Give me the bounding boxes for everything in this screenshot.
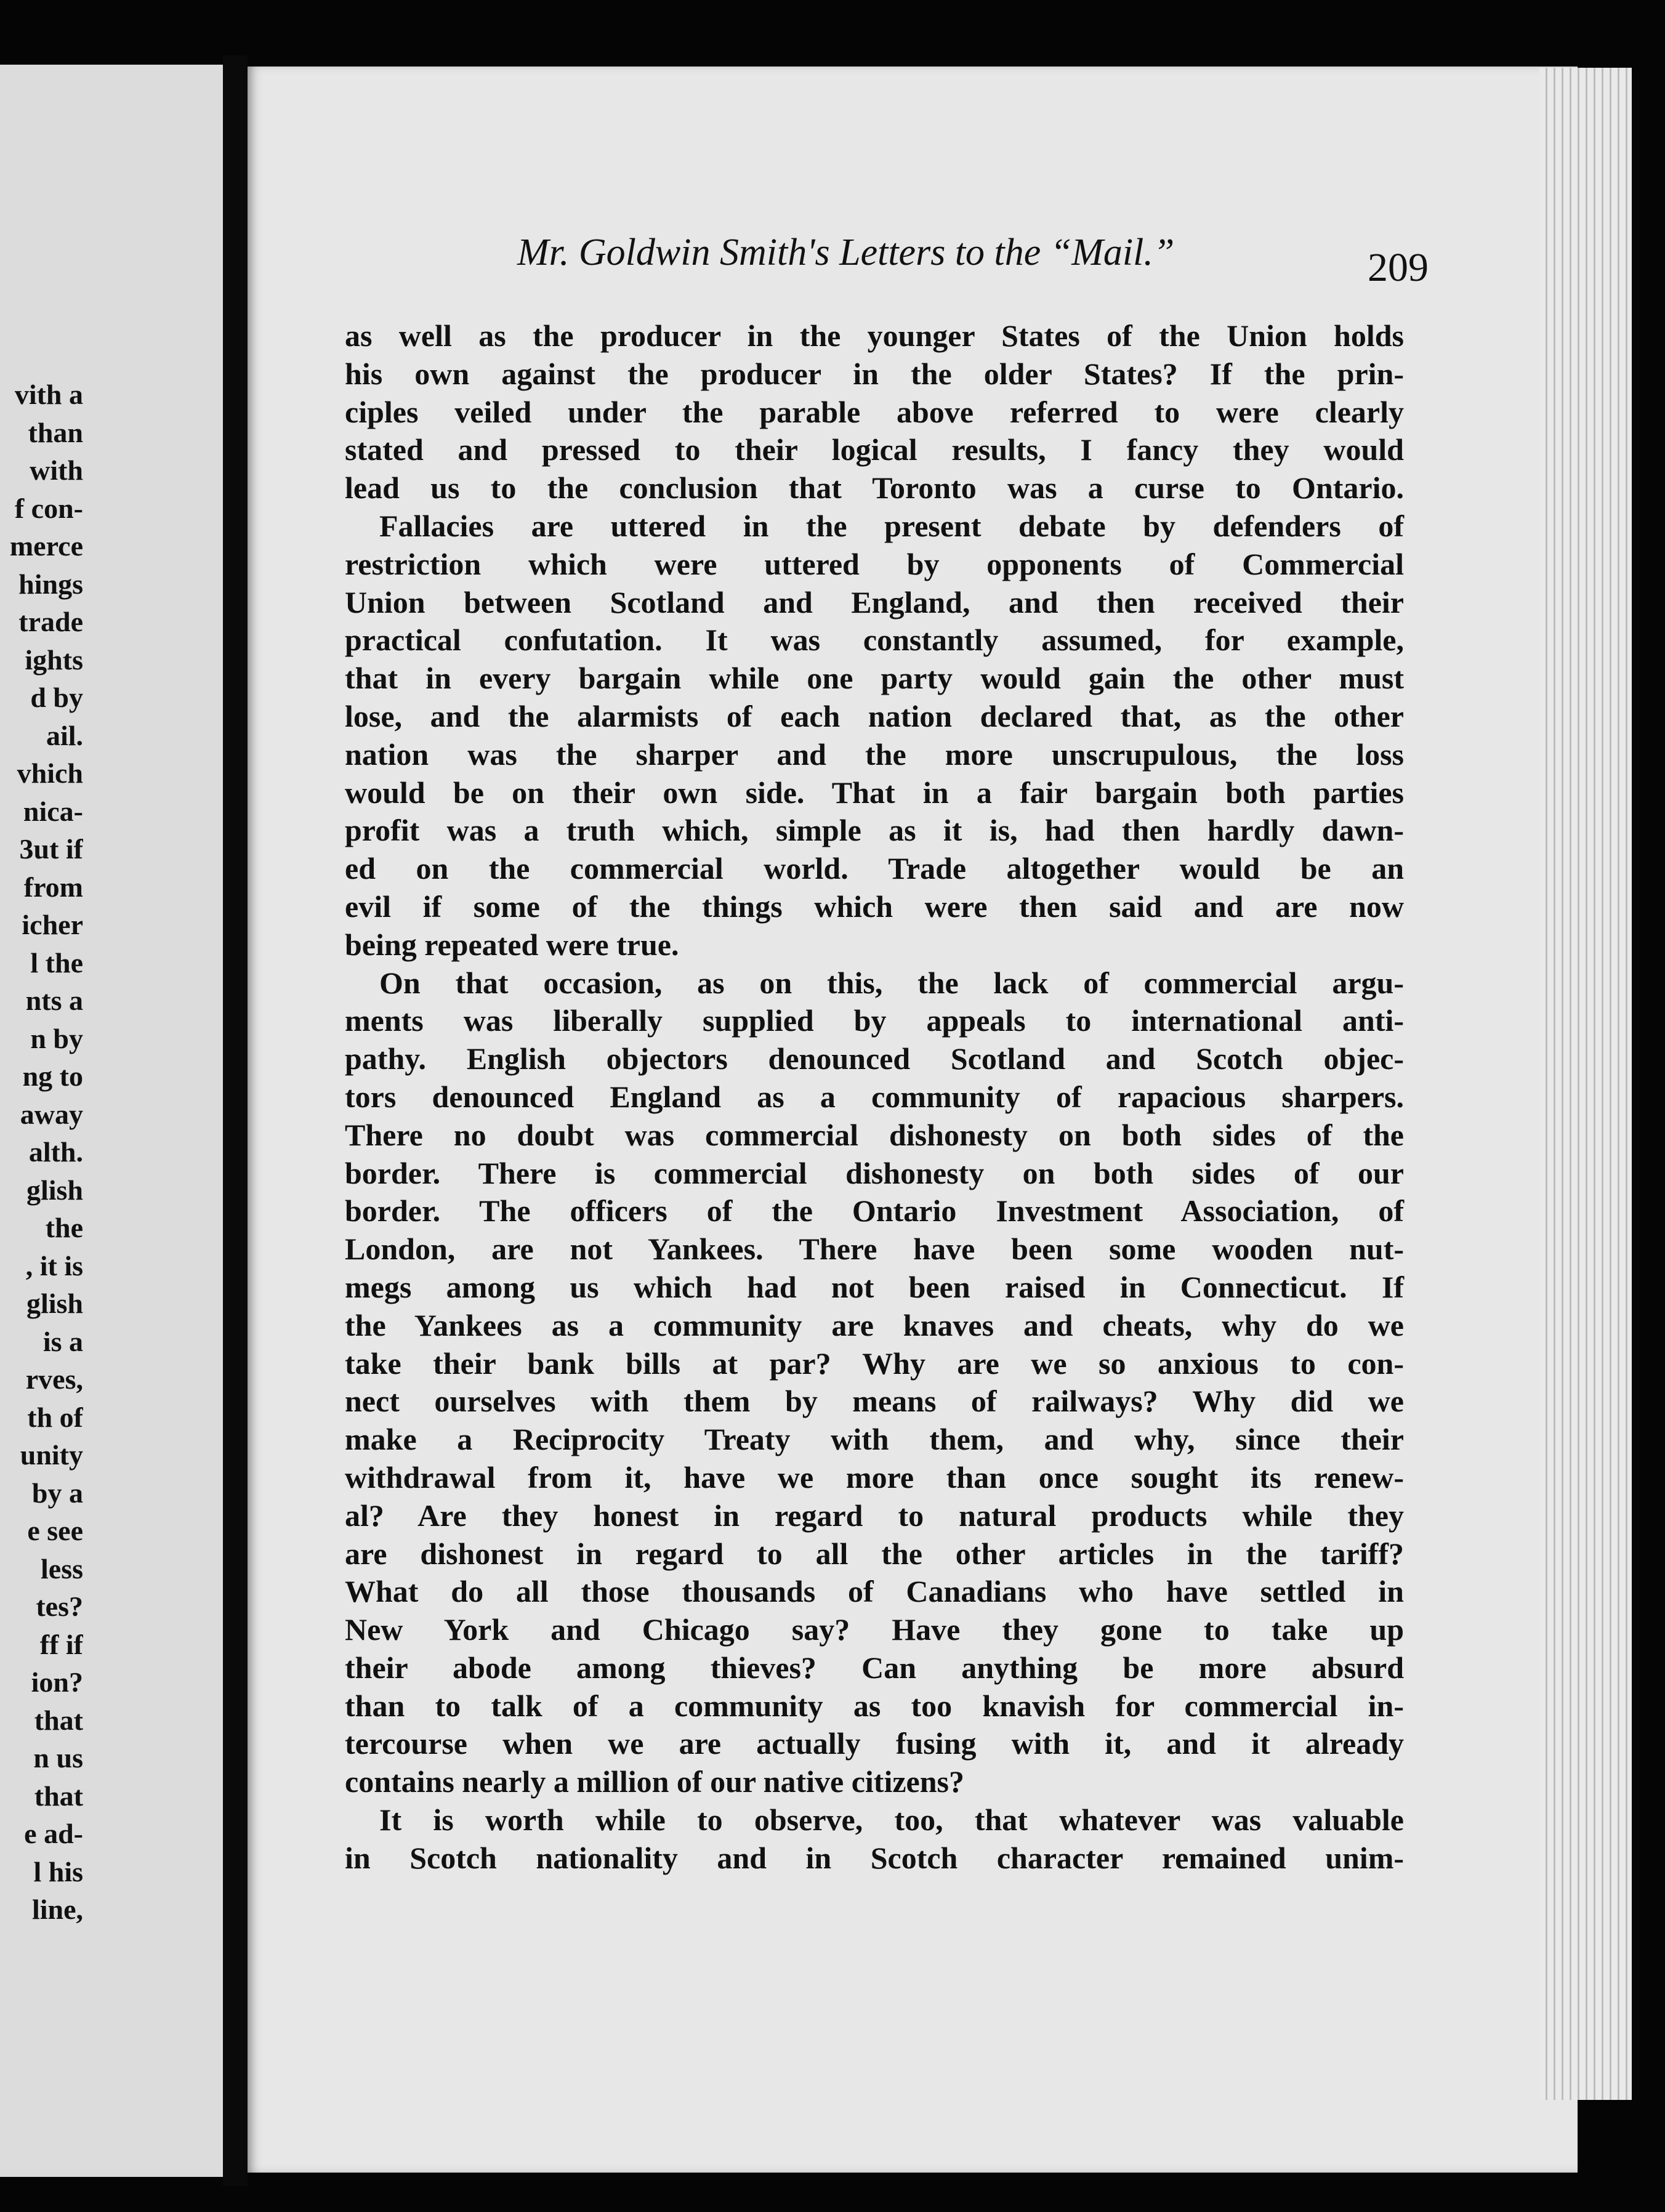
- facing-page-line: rves,: [25, 1363, 83, 1395]
- text-line: megs among us which had not been raised in Connecticut. If: [345, 1269, 1404, 1304]
- facing-page-line: the: [45, 1212, 83, 1243]
- facing-page-line: from: [23, 871, 83, 903]
- facing-page-line: nts a: [25, 985, 83, 1016]
- text-line: withdrawal from it, have we more than once sought its renew-: [345, 1459, 1404, 1495]
- facing-page-line: by a: [31, 1477, 83, 1509]
- facing-page-line: vith a: [14, 379, 83, 410]
- book-gutter: [223, 55, 248, 2186]
- facing-page-line: that: [34, 1704, 83, 1736]
- text-line: that in every bargain while one party would gain the other must: [345, 661, 1404, 696]
- text-line: It is worth while to observe, too, that whatever was valuable: [379, 1802, 1404, 1838]
- facing-page-line: glish: [26, 1174, 83, 1206]
- text-line: would be on their own side. That in a fair bargain both parties: [345, 775, 1404, 810]
- text-line: ed on the commercial world. Trade altogether would be an: [345, 851, 1404, 886]
- text-line: than to talk of a community as too knavish for commercial in-: [345, 1688, 1404, 1723]
- facing-page-line: ion?: [31, 1666, 83, 1698]
- text-line: evil if some of the things which were then said and are now: [345, 889, 1404, 924]
- text-line: contains nearly a million of our native citizens?: [345, 1764, 964, 1799]
- text-line: in Scotch nationality and in Scotch character remained unim-: [345, 1840, 1404, 1875]
- facing-page-line: f con-: [14, 492, 83, 524]
- text-line: ments was liberally supplied by appeals to international anti-: [345, 1003, 1404, 1038]
- text-line: Union between Scotland and England, and then received their: [345, 584, 1404, 620]
- page-number: 209: [1368, 245, 1429, 290]
- text-line: lose, and the alarmists of each nation declared that, as the other: [345, 698, 1404, 733]
- facing-page-line: ights: [25, 644, 83, 676]
- text-line: profit was a truth which, simple as it is, had then hardly dawn-: [345, 813, 1404, 848]
- facing-page-line: l the: [30, 947, 83, 979]
- text-line: border. The officers of the Ontario Investment Association, of: [345, 1193, 1404, 1229]
- facing-page-line: vhich: [17, 757, 83, 789]
- facing-page-line: icher: [22, 909, 83, 940]
- facing-page-text: [0, 376, 83, 1929]
- facing-page-line: l his: [33, 1855, 83, 1887]
- facing-page: [0, 65, 227, 2177]
- facing-page-line: ff if: [39, 1628, 83, 1660]
- text-line: nation was the sharper and the more unscrupulous, the loss: [345, 737, 1404, 772]
- facing-page-line: , it is: [25, 1249, 83, 1282]
- body-text: [345, 317, 1404, 1878]
- text-line: the Yankees as a community are knaves and cheats, why do we: [345, 1307, 1404, 1342]
- facing-page-line: 3ut if: [19, 833, 83, 865]
- text-line: Fallacies are uttered in the present debate by defenders of: [379, 508, 1404, 543]
- facing-page-line: line,: [31, 1894, 83, 1925]
- text-line: take their bank bills at par? Why are we so anxious to con-: [345, 1346, 1404, 1381]
- facing-page-line: d by: [30, 682, 83, 713]
- facing-page-line: ail.: [46, 719, 83, 751]
- text-line: being repeated were true.: [345, 927, 679, 962]
- facing-page-line: that: [34, 1780, 83, 1812]
- text-line: New York and Chicago say? Have they gone to take up: [345, 1612, 1404, 1647]
- facing-page-line: n by: [30, 1022, 83, 1054]
- facing-page-line: e ad-: [24, 1818, 83, 1849]
- facing-page-line: tes?: [36, 1591, 83, 1622]
- text-line: lead us to the conclusion that Toronto was a curse to Ontario.: [345, 470, 1404, 506]
- text-line: pathy. English objectors denounced Scotland and Scotch objec-: [345, 1041, 1404, 1076]
- text-line: stated and pressed to their logical results, I fancy they would: [345, 432, 1404, 467]
- text-line: as well as the producer in the younger States of the Union holds: [345, 318, 1404, 353]
- text-line: al? Are they honest in regard to natural products while they: [345, 1498, 1404, 1533]
- text-line: restriction which were uttered by opponents of Commercial: [345, 546, 1404, 581]
- facing-page-line: unity: [20, 1439, 83, 1471]
- facing-page-line: with: [30, 454, 83, 486]
- facing-page-line: less: [41, 1552, 83, 1584]
- text-line: ciples veiled under the parable above referred to were clearly: [345, 394, 1404, 429]
- text-line: There no doubt was commercial dishonesty on both sides of the: [345, 1117, 1404, 1152]
- facing-page-line: trade: [18, 606, 83, 637]
- text-line: their abode among thieves? Can anything be more absurd: [345, 1650, 1404, 1685]
- facing-page-line: th of: [27, 1401, 83, 1433]
- text-line: London, are not Yankees. There have been some wooden nut-: [345, 1232, 1404, 1267]
- page-edges: [1539, 68, 1632, 2100]
- text-line: his own against the producer in the older States? If the prin-: [345, 356, 1404, 391]
- facing-page-line: glish: [26, 1288, 83, 1319]
- facing-page-line: merce: [9, 530, 83, 562]
- facing-page-line: alth.: [28, 1136, 83, 1168]
- text-line: tors denounced England as a community of rapacious sharpers.: [345, 1079, 1404, 1114]
- text-line: On that occasion, as on this, the lack of commercial argu-: [379, 965, 1404, 1000]
- text-line: border. There is commercial dishonesty on both sides of our: [345, 1155, 1404, 1190]
- text-line: make a Reciprocity Treaty with them, and why, since their: [345, 1422, 1404, 1457]
- running-head: Mr. Goldwin Smith's Letters to the “Mail.”: [517, 232, 1175, 273]
- text-line: What do all those thousands of Canadians who have settled in: [345, 1574, 1404, 1609]
- facing-page-line: is a: [42, 1325, 83, 1357]
- text-line: tercourse when we are actually fusing with it, and it already: [345, 1726, 1404, 1761]
- facing-page-line: than: [28, 416, 83, 448]
- facing-page-line: nica-: [23, 795, 83, 827]
- facing-page-line: away: [20, 1098, 83, 1130]
- text-line: are dishonest in regard to all the other articles in the tariff?: [345, 1536, 1404, 1571]
- text-line: nect ourselves with them by means of railways? Why did we: [345, 1384, 1404, 1419]
- facing-page-line: hings: [18, 568, 83, 600]
- facing-page-line: ng to: [22, 1060, 83, 1092]
- text-line: practical confutation. It was constantly assumed, for example,: [345, 623, 1404, 658]
- facing-page-line: e see: [27, 1515, 83, 1546]
- facing-page-line: n us: [33, 1742, 83, 1774]
